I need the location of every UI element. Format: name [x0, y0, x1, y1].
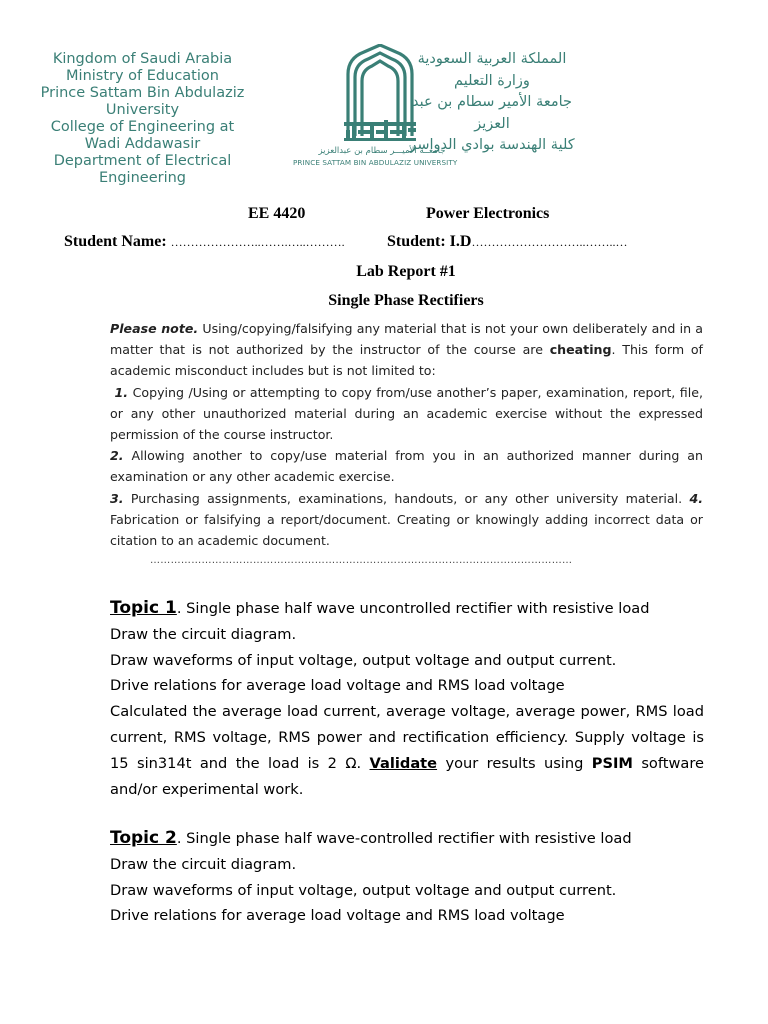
note-item-1 [110, 382, 703, 446]
note-item-4-text: Fabrication or falsifying a report/document. Creating or knowingly adding incorrect data or citation to an academic document. [110, 511, 703, 549]
note-item-2-num: 2. [110, 448, 124, 464]
topic-2-line-1: Draw the circuit diagram. [110, 855, 297, 873]
topic-2-line-3: Drive relations for average load voltage and RMS load voltage [110, 907, 565, 925]
logo-text-english: PRINCE SATTAM BIN ABDULAZIZ UNIVERSITY [293, 158, 458, 167]
header-arabic [392, 49, 592, 157]
note-lead: Please note. [110, 321, 199, 336]
header-en-line: College of Engineering at [50, 119, 235, 135]
topic-1-title: . Single phase half wave uncontrolled rectifier with resistive load [176, 600, 650, 617]
note-intro [110, 318, 703, 382]
topic-1-para-text-2: your results using [437, 754, 592, 772]
note-item-3-num: 3. [110, 490, 124, 506]
header-en-line: Kingdom of Saudi Arabia [52, 51, 233, 67]
topic-1-psim: PSIM [591, 754, 633, 772]
header-en-line: Department of Electrical [53, 153, 232, 169]
course-name: Power Electronics [426, 205, 550, 222]
topic-1-label: Topic 1 [110, 598, 177, 618]
header-english [30, 51, 255, 187]
note-item-1-text: Copying /Using or attempting to copy from/use another’s paper, examination, report, file, or any other unauthorized material during an academic exercise without the expressed permission of the course instructor. [110, 384, 703, 443]
header-ar-line: وزارة التعليم [454, 72, 530, 89]
course-code: EE 4420 [248, 205, 306, 222]
student-name-label: Student Name: [64, 233, 167, 250]
header-en-line: Prince Sattam Bin Abdulaziz [40, 85, 245, 101]
note-item-1-num: 1. [114, 384, 129, 400]
header-ar-line: العزيز [474, 115, 510, 132]
header-en-line: Ministry of Education [66, 68, 219, 84]
note-intro-text: Using/copying/falsifying any material that is not your own deliberately and in a matter that is not authorized by the instructor of the course are [110, 321, 703, 358]
note-item-3-text: Purchasing assignments, examinations, handouts, or any other university material. [123, 490, 690, 506]
topic-1 [110, 596, 704, 802]
separator-dots: …………………………………………………………………………………………………………… [150, 555, 573, 566]
topic-2-heading [110, 826, 704, 852]
student-name-row [64, 233, 345, 251]
student-id-row [387, 233, 627, 251]
logo-text-arabic: جامعــة الأميـــر سطام بن عبدالعزيز [318, 146, 446, 156]
topic-2-label: Topic 2 [110, 828, 177, 848]
student-id-blank[interactable]: ………………………..……..… [471, 235, 628, 249]
topic-1-para-text: Calculated the average load current, average voltage, average power, RMS load current, RMS voltage, RMS power and rectification efficiency. Supply voltage is 15 sin314t and the load is 2 Ω. [110, 703, 704, 772]
note-cheating: cheating [549, 342, 612, 358]
note-item-4-num: 4. [689, 490, 703, 506]
report-subtitle: Single Phase Rectifiers [328, 292, 484, 309]
header-en-line: Wadi Addawasir [84, 136, 201, 152]
topic-1-line-1: Draw the circuit diagram. [110, 625, 297, 643]
topic-1-line-2: Draw waveforms of input voltage, output voltage and output current. [110, 651, 617, 669]
note-item-2 [110, 445, 703, 487]
note-item-2-text: Allowing another to copy/use material from you in an authorized manner during an examination or any other academic exercise. [110, 448, 703, 485]
student-id-label: Student: I.D [387, 233, 472, 250]
topic-1-paragraph [110, 699, 704, 802]
note-intro-end: . This form of academic misconduct includes but is not limited to: [110, 342, 703, 379]
header-ar-line: جامعة الأمير سطام بن عبد [412, 94, 572, 110]
topic-1-para-text-3: software and/or experimental work. [110, 754, 705, 798]
topic-2-line-2: Draw waveforms of input voltage, output voltage and output current. [110, 881, 617, 899]
header-en-line: University [105, 102, 180, 118]
topic-1-line-3: Drive relations for average load voltage and RMS load voltage [110, 677, 565, 695]
student-name-blank[interactable]: …………………..…….…..………. [170, 235, 345, 249]
topic-1-heading [110, 596, 704, 622]
header-ar-line: كلية الهندسة بوادي الدواسر [409, 137, 575, 153]
header-en-line: Engineering [99, 170, 186, 186]
topic-1-validate: Validate [369, 754, 438, 772]
academic-integrity-note [110, 318, 703, 551]
report-title: Lab Report #1 [356, 263, 456, 280]
note-item-3-4 [110, 488, 703, 552]
header-ar-line: المملكة العربية السعودية [417, 51, 567, 67]
topic-2-title: . Single phase half wave-controlled rectifier with resistive load [176, 830, 632, 847]
topic-2 [110, 826, 704, 929]
